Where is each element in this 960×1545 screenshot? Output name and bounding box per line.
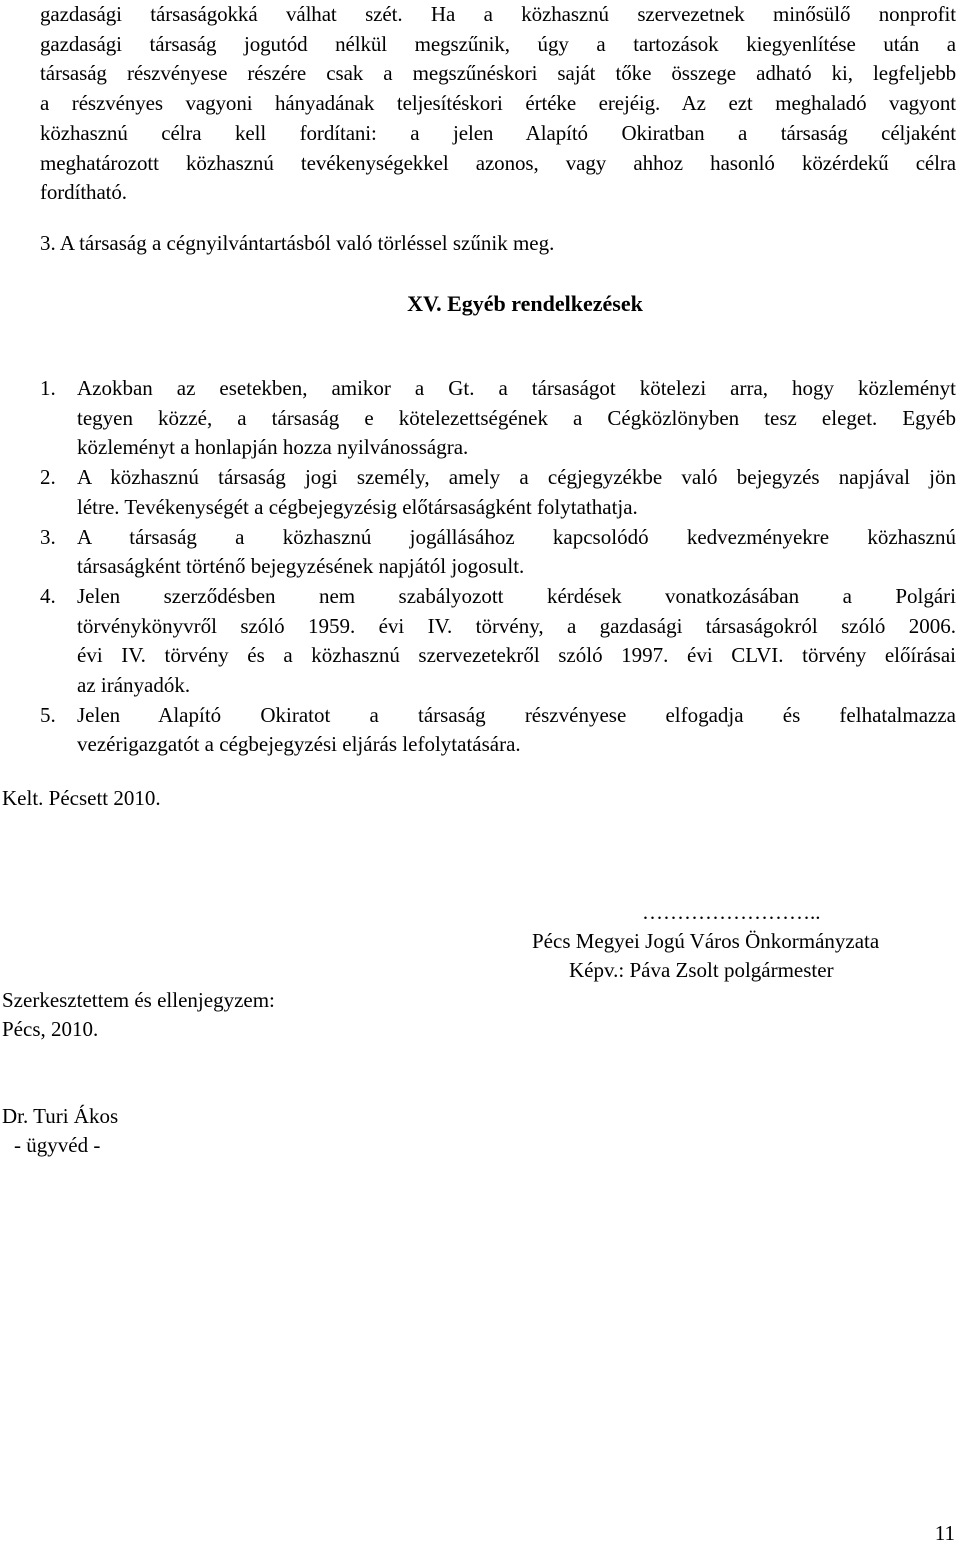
- intro-line: gazdasági társaság jogutód nélkül megszűnik, úgy a tartozások kiegyenlítése után a: [40, 31, 956, 56]
- item-line: Jelen Alapító Okiratot a társaság részvényese elfogadja és felhatalmazza: [77, 702, 956, 727]
- intro-line: gazdasági társaságokká válhat szét. Ha a közhasznú szervezetnek minősülő nonprofit: [40, 2, 956, 26]
- place-date-line: Kelt. Pécsett 2010.: [2, 786, 161, 810]
- countersign-caption: Szerkesztettem és ellenjegyzem:: [2, 988, 275, 1012]
- lawyer-role: - ügyvéd -: [14, 1133, 101, 1157]
- item-line: tegyen közzé, a társaság e kötelezettségének a Cégközlönyben tesz eleget. Egyéb: [77, 405, 956, 430]
- item-line: Jelen szerződésben nem szabályozott kérdések vonatkozásában a Polgári: [77, 583, 956, 608]
- section-heading: XV. Egyéb rendelkezések: [407, 291, 643, 316]
- intro-line: fordítható.: [40, 180, 127, 205]
- list-item: [40, 701, 956, 760]
- signature-dots: ……………………..: [642, 900, 821, 924]
- list-item: [40, 523, 956, 582]
- item-line: A társaság a közhasznú jogállásához kapcsolódó kedvezményekre közhasznú: [77, 524, 956, 549]
- signatory-organization: Pécs Megyei Jogú Város Önkormányzata: [532, 929, 880, 953]
- intro-line: közhasznú célra kell fordítani: a jelen Alapító Okiratban a társaság céljaként: [40, 120, 956, 145]
- item-line: létre. Tevékenységét a cégbejegyzésig előtársaságként folytathatja.: [77, 494, 638, 519]
- intro-line: a részvényes vagyoni hányadának teljesítéskori értéke erejéig. Az ezt meghaladó vagyont: [40, 91, 956, 116]
- intro-paragraph: [40, 0, 956, 208]
- item-number: 2.: [40, 465, 56, 490]
- lawyer-name: Dr. Turi Ákos: [2, 1104, 119, 1128]
- countersign-place-date: Pécs, 2010.: [2, 1017, 99, 1041]
- item-number: 4.: [40, 583, 56, 608]
- item-number: 5.: [40, 702, 56, 727]
- item-line: törvénykönyvről szóló 1959. évi IV. törvény, a gazdasági társaságokról szóló 2006.: [77, 613, 956, 638]
- list-item: [40, 463, 956, 522]
- list-item: [40, 374, 956, 463]
- item-line: az irányadók.: [77, 673, 191, 698]
- item-line: A közhasznú társaság jogi személy, amely a cégjegyzékbe való bejegyzés napjával jön: [77, 465, 956, 490]
- item-line: évi IV. törvény és a közhasznú szervezetekről szóló 1997. évi CLVI. törvény előírásai: [77, 643, 956, 668]
- item-line: vezérigazgatót a cégbejegyzési eljárás lefolytatására.: [77, 732, 521, 757]
- intro-line: társaság részvényese részére csak a megszűnéskori saját tőke összege adható ki, legfeljebb: [40, 61, 956, 86]
- signatory-representative: Képv.: Páva Zsolt polgármester: [569, 958, 834, 982]
- countersign-block: [2, 986, 275, 1044]
- list-item: [40, 582, 956, 701]
- page-number: 11: [934, 1521, 955, 1545]
- item-number: 1.: [40, 376, 56, 400]
- intro-line: meghatározott közhasznú tevékenységekkel azonos, vagy ahhoz hasonló közérdekű célra: [40, 150, 956, 175]
- signature-block-owner: [532, 898, 957, 985]
- item-line: közleményt a honlapján hozza nyilvánosságra.: [77, 435, 469, 460]
- item-number: 3.: [40, 524, 56, 549]
- dissolution-item: 3. A társaság a cégnyilvántartásból való törléssel szűnik meg.: [40, 231, 555, 255]
- item-line: társaságként történő bejegyzésének napjától jogosult.: [77, 554, 525, 579]
- item-line: Azokban az esetekben, amikor a Gt. a társaságot kötelezi arra, hogy közleményt: [77, 376, 956, 400]
- lawyer-block: [2, 1102, 118, 1160]
- provisions-list: [40, 374, 956, 760]
